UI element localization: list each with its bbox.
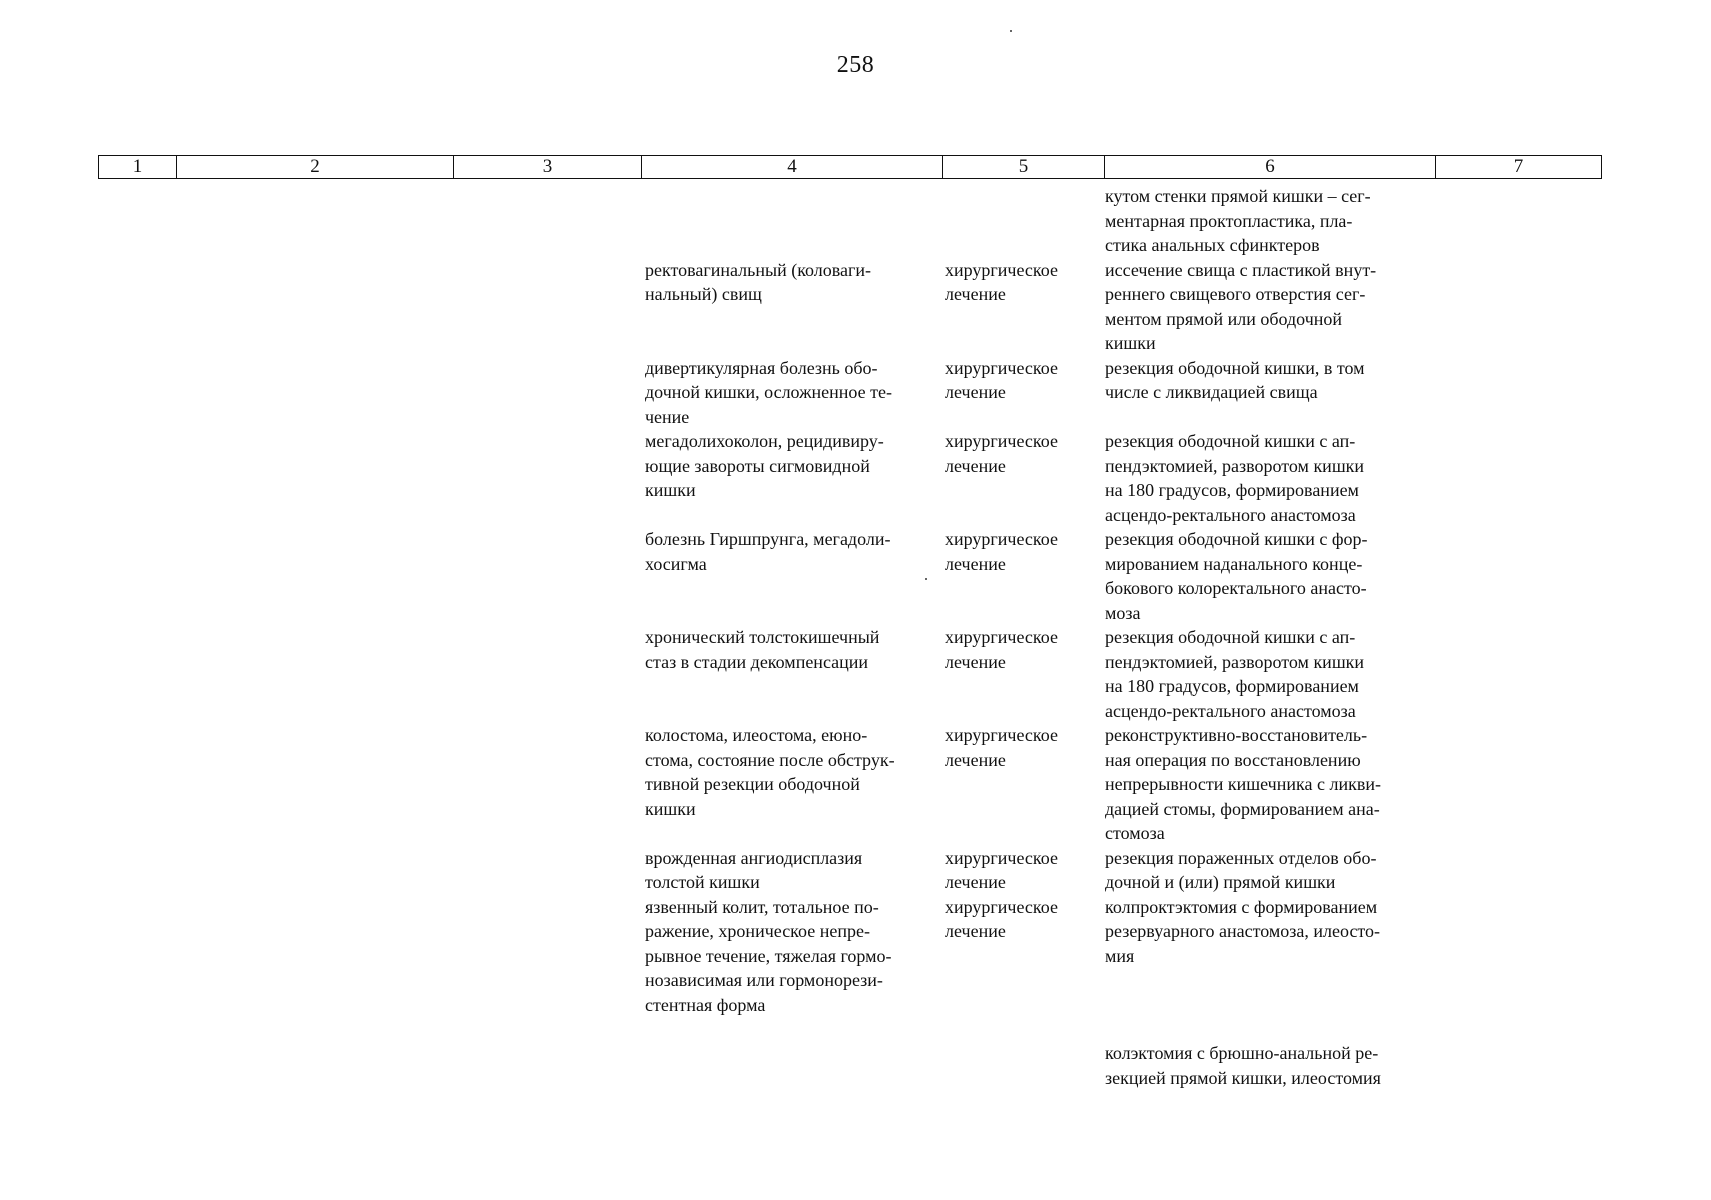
- method-cell: резекция ободочной кишки с ап- пендэктомией, разворотом кишки на 180 градусов, формированием асцендо-ректального анастомоза: [1105, 627, 1365, 721]
- method-cell: иссечение свища с пластикой внут- реннего свищевого отверстия сег- ментом прямой или ободочной кишки: [1105, 259, 1377, 353]
- treatment-type-cell: хирургическое лечение: [945, 259, 1058, 304]
- treatment-type-cell: хирургическое лечение: [945, 896, 1058, 941]
- diagnosis-cell: врожденная ангиодисплазия толстой кишки: [645, 847, 863, 892]
- method-cell: колпроктэктомия с формированием резервуарного анастомоза, илеосто- мия: [1105, 896, 1381, 966]
- diagnosis-cell: ректовагинальный (коловаги- нальный) свищ: [645, 259, 872, 304]
- diagnosis-cell: болезнь Гиршпрунга, мегадоли- хосигма: [645, 529, 891, 574]
- treatment-type-cell: хирургическое лечение: [945, 725, 1058, 770]
- header-cell-4: 4: [642, 156, 943, 179]
- scan-speck: [925, 578, 927, 580]
- treatment-type-cell: хирургическое лечение: [945, 627, 1058, 672]
- method-cell: колэктомия с брюшно-анальной ре- зекцией прямой кишки, илеостомия: [1105, 1043, 1381, 1088]
- header-cell-5: 5: [943, 156, 1105, 179]
- diagnosis-cell: дивертикулярная болезнь обо- дочной кишки, осложненное те- чение: [645, 357, 892, 427]
- table-body: [0, 184, 1711, 1090]
- table-row: [0, 895, 1711, 1018]
- header-cell-7: 7: [1436, 156, 1602, 179]
- scan-speck: [1010, 30, 1012, 32]
- method-cell: резекция ободочной кишки, в том числе с ликвидацией свища: [1105, 357, 1365, 402]
- page-number: 258: [836, 52, 875, 78]
- header-cell-3: 3: [454, 156, 642, 179]
- diagnosis-cell: язвенный колит, тотальное по- ражение, хроническое непре- рывное течение, тяжелая гормо- нозависимая или гормонорези- стентная форма: [645, 896, 892, 1015]
- method-cell: резекция ободочной кишки с фор- мированием наданального конце- бокового колоректального анасто- моза: [1105, 529, 1368, 623]
- table-row: [0, 429, 1711, 527]
- treatment-type-cell: хирургическое лечение: [945, 357, 1058, 402]
- method-cell: кутом стенки прямой кишки – сег- ментарная проктопластика, пла- стика анальных сфинктеров: [1105, 186, 1371, 255]
- table-row: [0, 184, 1711, 258]
- table-row: [0, 1041, 1711, 1090]
- treatment-type-cell: хирургическое лечение: [945, 529, 1058, 574]
- table-row: [0, 527, 1711, 625]
- diagnosis-cell: хронический толстокишечный стаз в стадии декомпенсации: [645, 627, 880, 672]
- header-cell-1: 1: [99, 156, 177, 179]
- table-row: [0, 625, 1711, 723]
- header-cell-2: 2: [177, 156, 454, 179]
- treatment-type-cell: хирургическое лечение: [945, 847, 1058, 892]
- diagnosis-cell: колостома, илеостома, еюно- стома, состояние после обструк- тивной резекции ободочной кишки: [645, 725, 895, 819]
- method-cell: резекция ободочной кишки с ап- пендэктомией, разворотом кишки на 180 градусов, формированием асцендо-ректального анастомоза: [1105, 431, 1365, 525]
- header-cell-6: 6: [1105, 156, 1436, 179]
- column-number-header: [98, 155, 1602, 179]
- table-row: [0, 258, 1711, 356]
- table-row: [0, 846, 1711, 895]
- header-row: [99, 156, 1602, 179]
- method-cell: реконструктивно-восстановитель- ная операция по восстановлению непрерывности кишечника с ликви- дацией стомы, формированием ана- стомоза: [1105, 725, 1381, 843]
- table-row: [0, 356, 1711, 430]
- table-row: [0, 723, 1711, 846]
- treatment-type-cell: хирургическое лечение: [945, 431, 1058, 476]
- diagnosis-cell: мегадолихоколон, рецидивиру- ющие завороты сигмовидной кишки: [645, 431, 884, 500]
- method-cell: резекция пораженных отделов обо- дочной и (или) прямой кишки: [1105, 847, 1377, 892]
